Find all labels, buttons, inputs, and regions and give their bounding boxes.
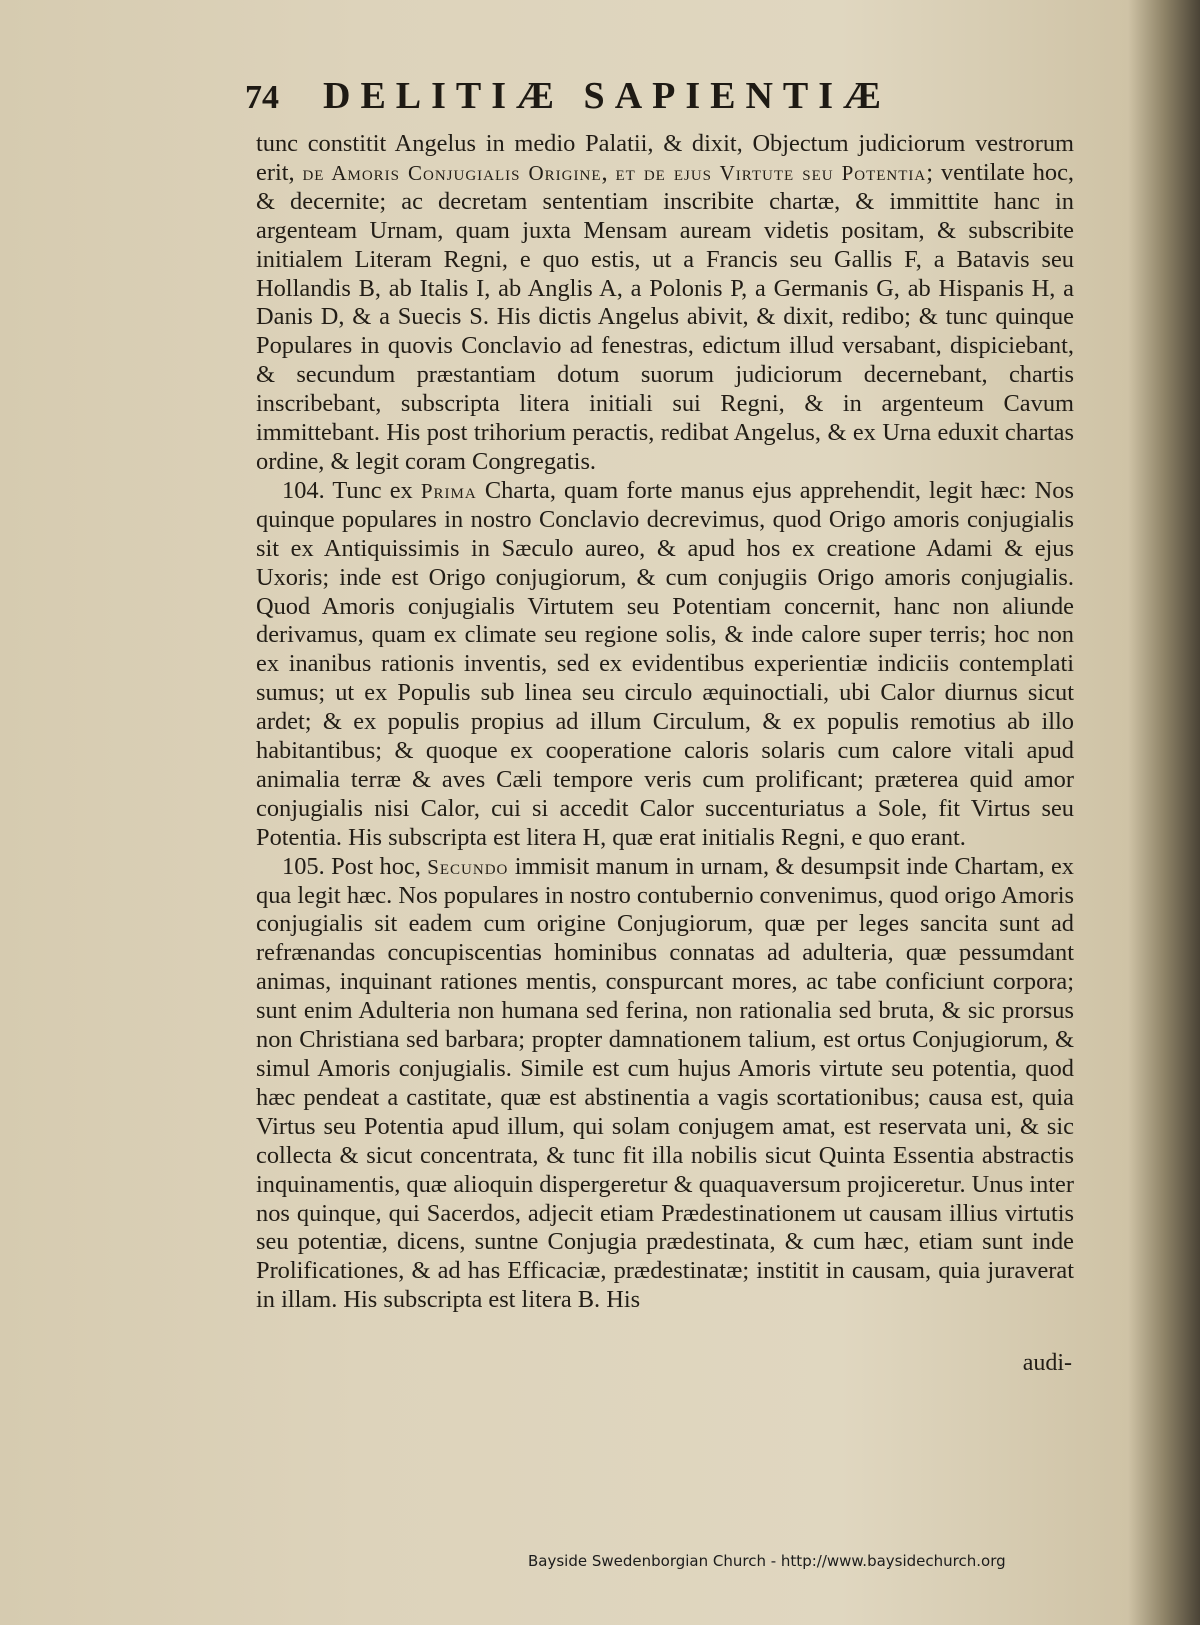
para-104-text: Charta, quam forte manus ejus apprehendit, legit hæc: Nos quinque populares in nostro Conclavio decrevimus, quod Origo amoris conjugialis sit ex Antiquissimis in Sæculo aureo, & apud hos ex creatione Adami & ejus Uxoris; inde est Origo conjugiorum, & cum conjugiis Origo amoris conjugialis. Quod Amoris conjugialis Virtutem seu Potentiam concernit, hanc non aliunde derivamus, quam ex climate seu regione solis, & inde calore super terris; hoc non ex inanibus rationis inventis, sed ex evidentibus experientiæ indiciis contemplati sumus; ut ex Populis sub linea seu circulo æquinoctiali, ubi Calor diurnus sicut ardet; & ex populis propius ad illum Circulum, & ex populis remotius ab illo habitantibus; & quoque ex cooperatione caloris solaris cum calore vitali apud animalia terræ & aves Cæli tempore veris cum prolificant; præterea quid amor conjugialis nisi Calor, cui si accedit Calor succenturiatus a Sole, fit Virtus seu Potentia. His subscripta est litera H, quæ erat initialis Regni, e quo erant. <box>256 476 1074 851</box>
para-105-number: 105. Post hoc, <box>282 852 428 880</box>
para-104-number: 104. Tunc ex <box>282 476 421 504</box>
catchword: audi- <box>1022 1350 1072 1376</box>
footer-watermark: Bayside Swedenborgian Church - http://www.baysidechurch.org <box>528 1552 1006 1570</box>
para-105-text: immisit manum in urnam, & desumpsit inde Chartam, ex qua legit hæc. Nos populares in nostro contubernio convenimus, quod origo Amoris conjugialis sit eadem cum origine Conjugiorum, quæ per leges sancita sunt ad refrænandas concupiscentias hominibus connatas ad adulteria, quæ pessumdant animas, inquinant rationes mentis, conspurcant mores, ac tabe conficiunt corpora; sunt enim Adulteria non humana sed ferina, non rationalia sed bruta, & sic prorsus non Christiana sed barbara; propter damnationem talium, est ortus Conjugiorum, & simul Amoris conjugialis. Simile est cum hujus Amoris virtute seu potentia, quod hæc pendeat a castitate, quæ est abstinentia a vagis scortationibus; causa est, quia Virtus seu Potentia apud illum, qui solam conjugem amat, est reservata uni, & sic collecta & sicut concentrata, & tunc fit illa nobilis sicut Quinta Essentia abstractis inquinamentis, quæ alioquin dispergeretur & quaquaversum projiceretur. Unus inter nos quinque, qui Sacerdos, adjecit etiam Prædestinationem ut causam illius virtutis seu potentiæ, dicens, suntne Conjugia prædestinata, & cum hæc, etiam sunt inde Prolificationes, & ad has Efficaciæ, prædestinatæ; institit in causam, quia juraverat in illam. His subscripta est litera B. His <box>256 852 1074 1314</box>
paragraph-103-continued <box>256 130 1074 477</box>
para-103-text-3: ; ventilate hoc, & decernite; ac decretam sententiam inscribite chartæ, & immittite hanc in argenteam Urnam, quam juxta Mensam auream videtis positam, & subscribite initialem Literam Regni, e quo estis, ut a Francis seu Gallis F, a Batavis seu Hollandis B, ab Italis I, ab Anglis A, a Polonis P, a Germanis G, ab Hispanis H, a Danis D, & a Suecis S. His dictis Angelus abivit, & dixit, redibo; & tunc quinque Populares in quovis Conclavio ad fenestras, edictum illud versabant, dispiciebant, & secundum præstantiam dotum suorum judiciorum decernebant, chartis inscribebant, subscripta litera initiali sui Regni, & in argenteum Cavum immittebant. His post trihorium peractis, redibat Angelus, & ex Urna eduxit chartas ordine, & legit coram Congregatis. <box>256 158 1075 475</box>
para-103-text-2: , <box>601 158 616 186</box>
para-103-text-1: tunc constitit Angelus in medio Palatii, & dixit, Objectum judiciorum vestrorum erit, <box>256 130 1074 186</box>
para-105-smallcaps: Secundo <box>427 854 509 879</box>
para-104-smallcaps: Prima <box>420 478 477 503</box>
para-103-smallcaps-1: de Amoris Conjugialis Origine <box>302 160 602 185</box>
running-head: DELITIÆ SAPIENTIÆ <box>323 75 892 117</box>
page-header <box>245 74 1005 126</box>
body-text <box>256 130 1074 1315</box>
paragraph-105 <box>256 853 1074 1316</box>
paragraph-104 <box>256 477 1074 853</box>
page-number: 74 <box>245 79 279 116</box>
para-103-smallcaps-2: et de ejus Virtute seu Potentia <box>615 160 927 185</box>
